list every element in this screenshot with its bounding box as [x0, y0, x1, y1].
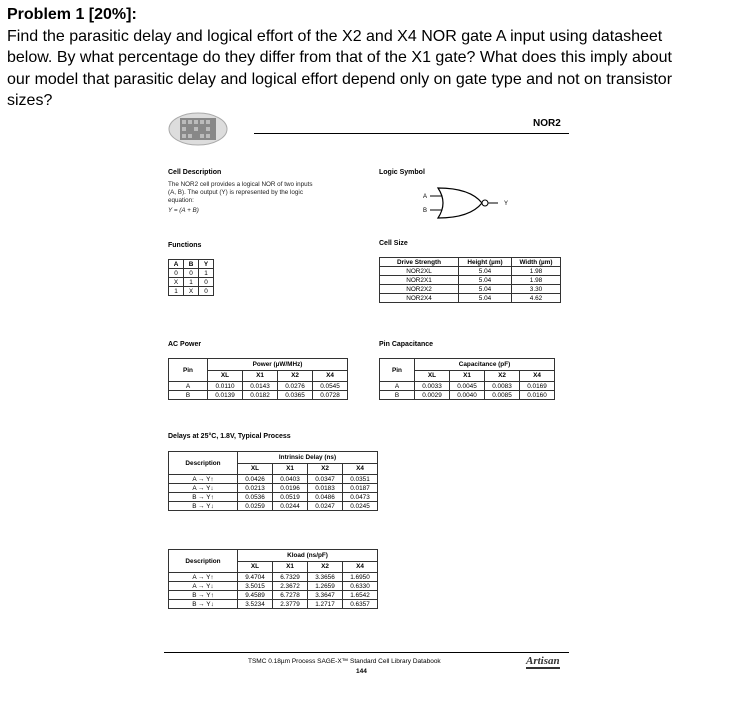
functions-heading: Functions: [168, 242, 202, 249]
cap-col-header: X4: [520, 370, 555, 382]
table-row: A 0.0110 0.0143 0.0276 0.0545: [169, 382, 348, 391]
table-row: B → Y↓ 3.5234 2.3779 1.2717 0.6357: [169, 600, 378, 609]
cap-col-header: X1: [450, 370, 485, 382]
ac-group-header: Power (µW/MHz): [208, 359, 348, 371]
kload-desc-header: Description: [169, 550, 238, 573]
table-row: X 1 0: [169, 278, 214, 287]
table-row: B 0.0139 0.0182 0.0365 0.0728: [169, 391, 348, 400]
table-row: NOR2X2 5.04 3.30: [380, 285, 561, 294]
ac-pin-header: Pin: [169, 359, 208, 382]
table-row: NOR2XL 5.04 1.98: [380, 267, 561, 276]
table-row: B → Y↑ 0.0536 0.0519 0.0486 0.0473: [169, 493, 378, 502]
ac-power-heading: AC Power: [168, 341, 202, 348]
kload-table: [168, 549, 378, 609]
table-row: B → Y↑ 9.4589 6.7278 3.3647 1.6542: [169, 591, 378, 600]
intrinsic-col-header: X1: [273, 463, 308, 475]
footer-text: TSMC 0.18µm Process SAGE-X™ Standard Cell Library Databook: [248, 658, 441, 665]
page-number: 144: [356, 668, 367, 675]
ac-col-header: X2: [278, 370, 313, 382]
problem-title: Problem 1 [20%]:: [7, 6, 137, 23]
kload-col-header: X4: [343, 561, 378, 573]
gate-input-a: A: [423, 194, 428, 200]
cell-chip-icon: [168, 112, 228, 146]
gate-output-y: Y: [504, 201, 509, 207]
cell-description-text: [168, 181, 368, 215]
table-row: A 0.0033 0.0045 0.0083 0.0169: [380, 382, 555, 391]
table-row: A → Y↑ 9.4704 6.7329 3.3656 1.6950: [169, 573, 378, 582]
intrinsic-col-header: X2: [308, 463, 343, 475]
intrinsic-desc-header: Description: [169, 452, 238, 475]
size-header: Drive Strength: [380, 258, 459, 267]
table-row: NOR2X4 5.04 4.62: [380, 294, 561, 303]
cap-col-header: XL: [415, 370, 450, 382]
problem-line-1: Find the parasitic delay and logical effort of the X2 and X4 NOR gate A input using datasheet: [7, 27, 663, 45]
cap-col-header: X2: [485, 370, 520, 382]
problem-line-2: below. By what percentage do they differ from that of the X1 gate? What does this imply about: [7, 49, 672, 66]
table-row: NOR2X1 5.04 1.98: [380, 276, 561, 285]
problem-line-4: sizes?: [7, 92, 53, 109]
logic-symbol-heading: Logic Symbol: [379, 169, 425, 176]
table-row: A → Y↓ 3.5015 2.3672 1.2659 0.6330: [169, 582, 378, 591]
cap-pin-header: Pin: [380, 359, 415, 382]
cell-description-line: equation:: [168, 197, 194, 205]
intrinsic-col-header: X4: [343, 463, 378, 475]
gate-input-b: B: [423, 208, 428, 214]
ac-col-header: X1: [243, 370, 278, 382]
kload-col-header: X1: [273, 561, 308, 573]
func-header: A: [169, 260, 184, 269]
kload-col-header: X2: [308, 561, 343, 573]
kload-col-header: XL: [238, 561, 273, 573]
kload-group-header: Kload (ns/pF): [238, 550, 378, 562]
pin-capacitance-heading: Pin Capacitance: [379, 341, 434, 348]
intrinsic-group-header: Intrinsic Delay (ns): [238, 452, 378, 464]
artisan-logo: Artisan: [526, 655, 560, 667]
func-header: B: [184, 260, 199, 269]
table-row: 1 X 0: [169, 287, 214, 296]
ac-col-header: X4: [313, 370, 348, 382]
cell-name: NOR2: [533, 118, 561, 129]
cell-description-line: The NOR2 cell provides a logical NOR of two inputs: [168, 181, 313, 188]
table-row: A → Y↑ 0.0426 0.0403 0.0347 0.0351: [169, 475, 378, 484]
table-row: A → Y↓ 0.0213 0.0196 0.0183 0.0187: [169, 484, 378, 493]
header-rule: [254, 133, 569, 134]
cap-group-header: Capacitance (pF): [415, 359, 555, 371]
size-header: Height (µm): [459, 258, 512, 267]
nor-gate-symbol: [420, 184, 520, 224]
cell-size-table: [379, 257, 561, 303]
delays-heading: Delays at 25°C, 1.8V, Typical Process: [168, 433, 291, 440]
table-row: 0 0 1: [169, 269, 214, 278]
pin-capacitance-table: [379, 358, 555, 400]
cell-description-line: (A, B). The output (Y) is represented by the logic: [168, 189, 303, 197]
size-header: Width (µm): [512, 258, 561, 267]
ac-power-table: [168, 358, 348, 400]
table-row: B 0.0029 0.0040 0.0085 0.0160: [380, 391, 555, 400]
problem-line-3: our model that parasitic delay and logical effort depend only on gate type and not on transistor: [7, 70, 673, 88]
ac-col-header: XL: [208, 370, 243, 382]
footer-rule: [164, 652, 569, 653]
table-row: B → Y↓ 0.0259 0.0244 0.0247 0.0245: [169, 502, 378, 511]
func-header: Y: [199, 260, 214, 269]
cell-size-heading: Cell Size: [379, 240, 408, 247]
intrinsic-col-header: XL: [238, 463, 273, 475]
intrinsic-delay-table: [168, 451, 378, 511]
functions-table: [168, 259, 214, 296]
logic-equation: Y = (A + B): [168, 206, 199, 214]
cell-description-heading: Cell Description: [168, 169, 222, 176]
